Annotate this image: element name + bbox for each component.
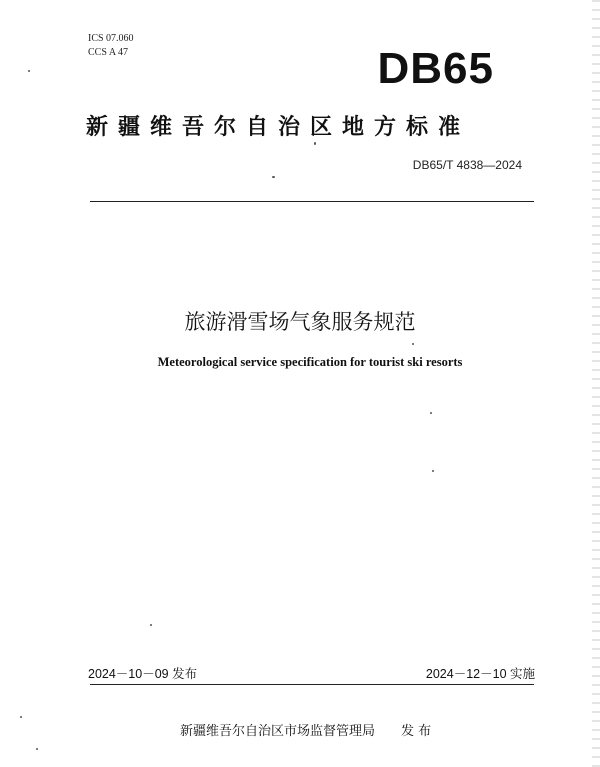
standard-number: DB65/T 4838—2024 — [412, 158, 522, 172]
scan-speck — [20, 716, 22, 718]
ics-code: ICS 07.060 — [88, 33, 134, 44]
scan-speck — [432, 470, 434, 472]
standard-kind: 新疆维吾尔自治区地方标准 — [86, 114, 471, 140]
bottom-divider — [90, 684, 534, 685]
top-divider — [90, 201, 534, 202]
issuer-line — [180, 720, 431, 739]
db-logo: DB65 — [377, 44, 494, 93]
scan-speck — [272, 176, 275, 178]
title-chinese: 旅游滑雪场气象服务规范 — [184, 310, 416, 334]
scan-speck — [36, 748, 38, 750]
scan-edge — [592, 0, 600, 767]
implement-date: 2024－12－10 实施 — [425, 667, 535, 681]
scan-speck — [430, 412, 432, 414]
scan-speck — [150, 624, 152, 626]
scan-speck — [28, 70, 30, 72]
title-english: Meteorological service specification for tourist ski resorts — [157, 355, 463, 369]
issuer-name: 新疆维吾尔自治区市场监督管理局 — [180, 724, 376, 739]
scan-speck — [412, 343, 414, 345]
publish-date: 2024－10－09 发布 — [88, 667, 198, 681]
scan-speck — [314, 142, 316, 145]
issuer-action: 发 布 — [401, 724, 432, 739]
ccs-code: CCS A 47 — [88, 47, 129, 58]
